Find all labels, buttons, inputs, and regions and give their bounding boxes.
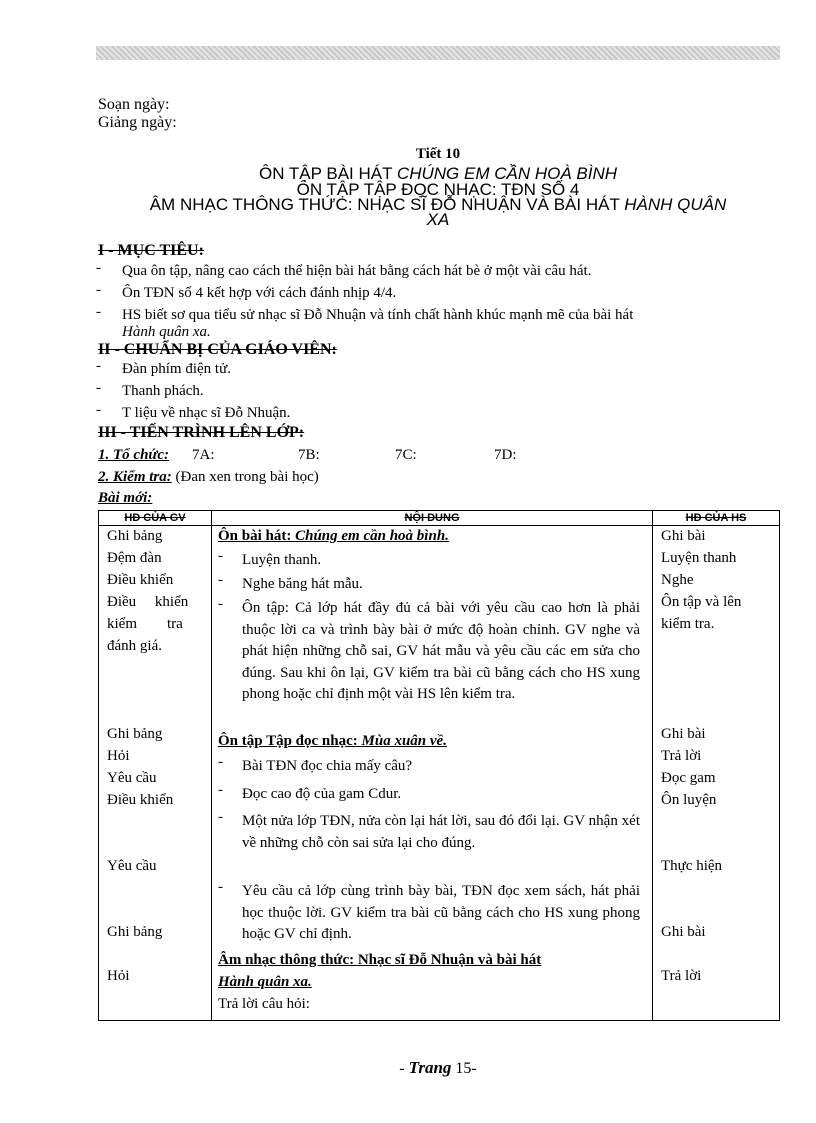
lesson-table: [98, 510, 780, 1021]
part3-song: Hành quân xa.: [218, 974, 312, 990]
section-chuan-bi: II - CHUẨN BỊ CỦA GIÁO VIÊN:: [98, 341, 337, 358]
kiem-tra-row: 2. Kiểm tra: (Đan xen trong bài học): [98, 469, 319, 485]
list-item: - Ôn tập: Cả lớp hát đầy đủ cả bài với yêu cầu cao hơn là phải thuộc lời ca và trình bày bài ở mức độ hoàn chỉnh. GV nghe và phát hiện những chỗ sai, GV hát mẫu và yêu cầu các em sửa cho đúng. Sau khi ôn lại, GV kiểm tra bài cũ bằng cách cho HS xung phong hoặc chỉ định một vài HS lên kiểm tra.: [218, 596, 640, 702]
header-gv: HĐ CỦA GV: [99, 511, 212, 526]
title-line-3: ÂM NHẠC THÔNG THỨC: NHẠC SĨ ĐỖ NHUẬN VÀ BÀI HÁT HÀNH QUÂN: [149, 195, 727, 214]
class-7d: 7D:: [494, 447, 517, 463]
part3-text: Trả lời câu hỏi:: [218, 996, 310, 1012]
lesson-number: Tiết 10: [415, 146, 461, 162]
section-muc-tieu: I - MỤC TIÊU:: [98, 242, 204, 259]
part2-title: Ôn tập Tập đọc nhạc: Mùa xuân về.: [218, 733, 447, 749]
page-footer: - Trang 15-: [399, 1058, 477, 1077]
list-item: - Yêu cầu cả lớp cùng trình bày bài, TĐN đọc xem sách, hát phải học thuộc lời. GV kiểm tra bài cũ bằng cách cho HS xung phong hoặc GV chỉ định.: [218, 879, 640, 942]
list-item: - Nghe băng hát mẫu.: [218, 572, 363, 592]
list-item: - Luyện thanh.: [218, 548, 322, 568]
noi-dung-column: [212, 526, 653, 1021]
hs-column: Ghi bài Luyện thanh Nghe Ôn tập và lên kiểm tra. Ghi bài Trả lời Đọc gam Ôn luyện Thực hiện Ghi bài Trả lời: [653, 526, 780, 1021]
gv-column: Ghi bảng Đệm đàn Điều khiển Điều khiển kiểm tra đánh giá. Ghi bảng Hỏi Yêu cầu Điều khiển Yêu cầu Ghi bảng Hỏi: [99, 526, 212, 1021]
class-7c: 7C:: [395, 447, 417, 463]
list-item: - Bài TĐN đọc chia mấy câu?: [218, 754, 413, 774]
title-line-4: XA: [426, 210, 450, 229]
title-line-2: ÔN TẬP TẬP ĐỌC NHẠC: TĐN SỐ 4: [296, 180, 580, 199]
section-tien-trinh: III - TIẾN TRÌNH LÊN LỚP:: [98, 424, 305, 441]
header-stripe: [96, 46, 780, 60]
table-row: [99, 526, 780, 1021]
class-7b: 7B:: [298, 447, 320, 463]
table-header-row: [99, 511, 780, 526]
part3-title: Âm nhạc thông thức: Nhạc sĩ Đỗ Nhuận và bài hát: [218, 952, 542, 968]
list-item: - Đọc cao độ của gam Cdur.: [218, 782, 402, 802]
part1-title: Ôn bài hát: Chúng em cần hoà bình.: [218, 528, 449, 544]
muc-tieu-song: Hành quân xa.: [122, 324, 211, 340]
header-hs: HĐ CỦA HS: [653, 511, 780, 526]
list-item: - Một nửa lớp TĐN, nửa còn lại hát lời, sau đó đổi lại. GV nhận xét về những chỗ còn sai sửa lại cho đúng.: [218, 809, 640, 851]
bai-moi: Bài mới:: [98, 490, 153, 506]
title-line-1: ÔN TẬP BÀI HÁT CHÚNG EM CẦN HOÀ BÌNH: [258, 164, 617, 183]
class-7a: 7A:: [192, 447, 215, 463]
giang-ngay: Giảng ngày:: [98, 114, 177, 131]
soan-ngay: Soạn ngày:: [98, 96, 170, 113]
to-chuc-row: 1. Tổ chức:: [98, 447, 170, 463]
header-noi-dung: NỘI DUNG: [212, 511, 653, 526]
